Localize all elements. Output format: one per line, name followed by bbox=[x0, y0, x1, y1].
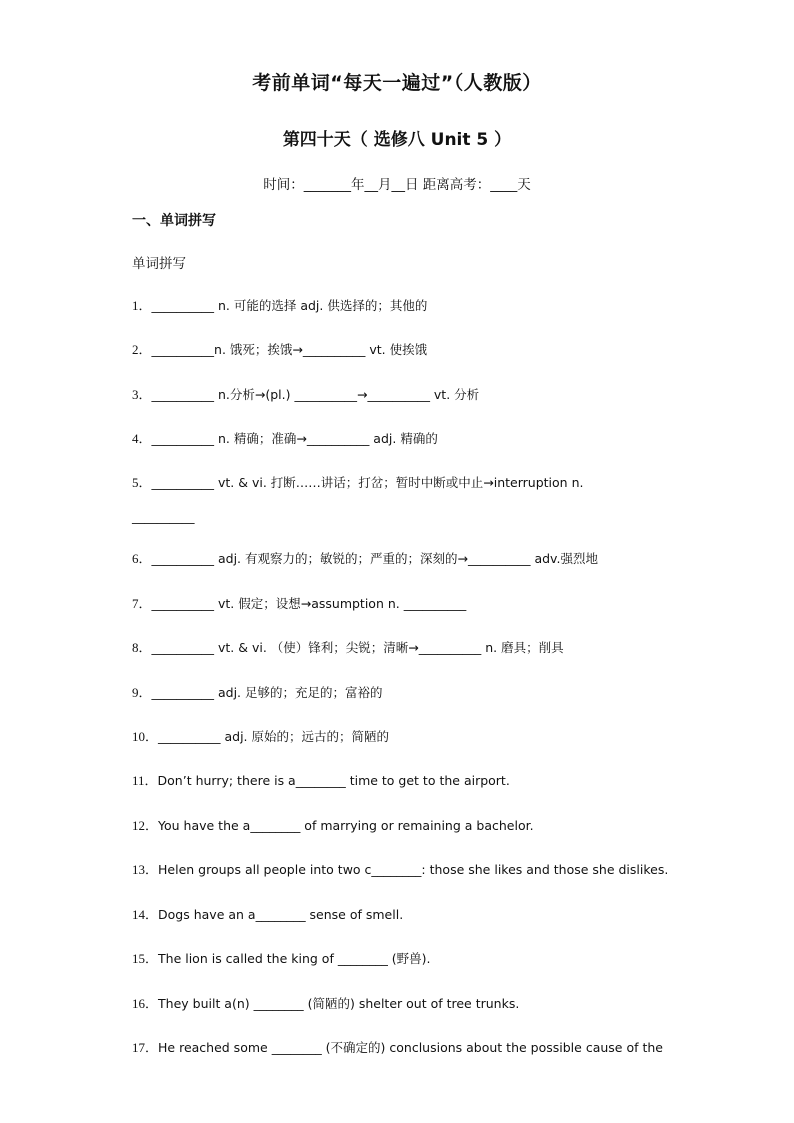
question-15 bbox=[132, 943, 662, 975]
question-number: 4． bbox=[132, 431, 152, 446]
section-subheading: 单词拼写 bbox=[132, 256, 186, 272]
page-title: 考前单词“每天一遍过”（人教版） bbox=[252, 72, 542, 94]
question-text: You have the a________ of marrying or remaining a bachelor. bbox=[158, 818, 534, 833]
question-17 bbox=[132, 1032, 662, 1064]
question-number: 12． bbox=[132, 818, 159, 833]
question-16 bbox=[132, 988, 662, 1020]
question-text: Don’t hurry; there is a________ time to get to the airport. bbox=[157, 773, 510, 788]
question-number: 1． bbox=[132, 298, 152, 313]
question-number: 3． bbox=[132, 387, 152, 402]
question-number: 8． bbox=[132, 640, 152, 655]
question-text: __________ n. 精确；准确→__________ adj. 精确的 bbox=[151, 431, 438, 446]
question-text: They built a(n) ________ (简陋的) shelter out of tree trunks. bbox=[158, 996, 520, 1011]
question-14 bbox=[132, 899, 662, 931]
question-text: He reached some ________ (不确定的) conclusions about the possible cause of the bbox=[158, 1040, 663, 1055]
question-number: 11． bbox=[132, 773, 158, 788]
question-11 bbox=[132, 765, 662, 797]
date-line: 时间：_______年__月__日 距离高考：____天 bbox=[263, 177, 531, 193]
question-number: 17． bbox=[132, 1040, 159, 1055]
question-text: __________ vt. 假定；设想→assumption n. __________ bbox=[151, 596, 467, 611]
question-number: 16． bbox=[132, 996, 159, 1011]
question-10 bbox=[132, 721, 662, 753]
question-4 bbox=[132, 423, 662, 455]
question-3 bbox=[132, 379, 662, 411]
question-number: 6． bbox=[132, 551, 152, 566]
question-text: __________ n. 可能的选择 adj. 供选择的；其他的 bbox=[151, 298, 428, 313]
question-number: 9． bbox=[132, 685, 152, 700]
question-number: 15． bbox=[132, 951, 159, 966]
question-text: __________ adj. 原始的；远古的；简陋的 bbox=[158, 729, 390, 744]
question-number: 13． bbox=[132, 862, 159, 877]
question-13 bbox=[132, 854, 669, 886]
question-9 bbox=[132, 677, 662, 709]
question-2 bbox=[132, 334, 662, 366]
question-text: Helen groups all people into two c________: those she likes and those she dislikes. bbox=[158, 862, 669, 877]
question-text: __________ adj. 有观察力的；敏锐的；严重的；深刻的→__________ adv.强烈地 bbox=[151, 551, 598, 566]
question-6 bbox=[132, 543, 662, 575]
question-text: __________ vt. & vi. 打断……讲话；打岔；暂时中断或中止→interruption n. __________ bbox=[132, 475, 584, 524]
question-number: 14． bbox=[132, 907, 159, 922]
question-number: 7． bbox=[132, 596, 152, 611]
question-1 bbox=[132, 290, 662, 322]
question-text: __________ n.分析→(pl.) __________→__________ vt. 分析 bbox=[151, 387, 480, 402]
question-7 bbox=[132, 588, 662, 620]
section-heading: 一、单词拼写 bbox=[132, 213, 216, 229]
question-5 bbox=[132, 466, 632, 534]
question-number: 5． bbox=[132, 475, 152, 490]
question-8 bbox=[132, 632, 662, 664]
question-text: __________ vt. & vi. （使）锋利；尖锐；清晰→__________ n. 磨具；削具 bbox=[151, 640, 564, 655]
question-text: The lion is called the king of ________ (野兽). bbox=[158, 951, 431, 966]
question-number: 2． bbox=[132, 342, 152, 357]
page-subtitle: 第四十天（ 选修八 Unit 5 ） bbox=[282, 130, 512, 150]
question-text: __________n. 饿死；挨饿→__________ vt. 使挨饿 bbox=[151, 342, 428, 357]
question-12 bbox=[132, 810, 662, 842]
question-text: Dogs have an a________ sense of smell. bbox=[158, 907, 404, 922]
question-number: 10． bbox=[132, 729, 159, 744]
question-text: __________ adj. 足够的；充足的；富裕的 bbox=[151, 685, 383, 700]
